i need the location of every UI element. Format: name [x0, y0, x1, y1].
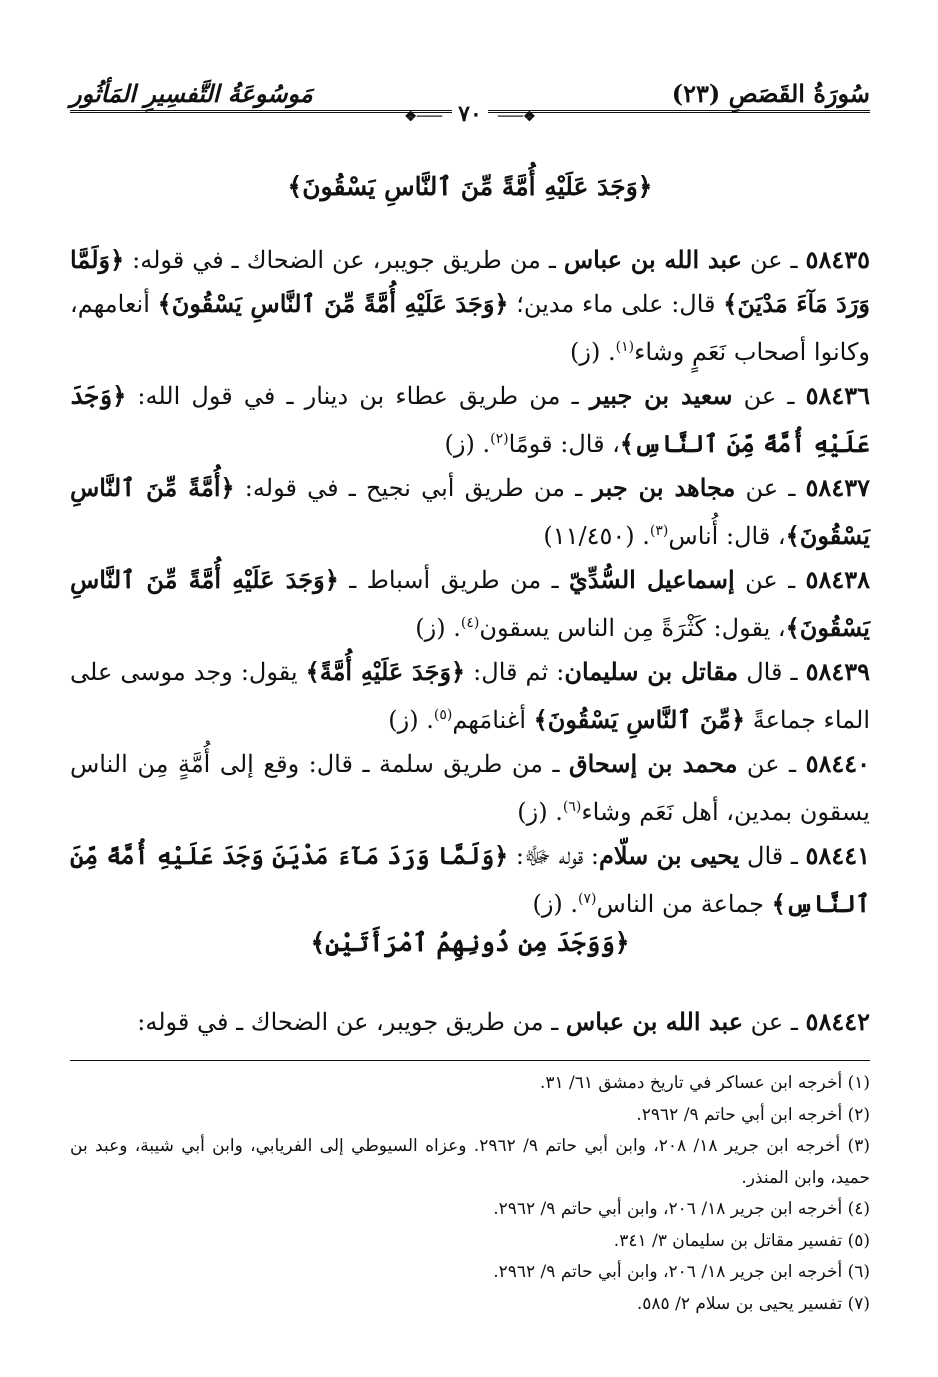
entry-authority: إسماعيل السُّدِّيّ: [569, 565, 735, 594]
surah-title: سُورَةُ القَصَصِ (٢٣): [671, 79, 870, 108]
entry-authority: مقاتل بن سليمان: [564, 657, 739, 686]
entry-text: ـ من طريق جويبر، عن الضحاك ـ في قوله:: [137, 1008, 566, 1036]
entries-list: [70, 238, 870, 926]
entry-text: قال: على ماء مدين؛: [508, 290, 724, 318]
footnote-ref[interactable]: (٦): [562, 799, 582, 815]
entry-prefix: ـ قال: [738, 658, 806, 686]
entry-source-tag: . (ز): [388, 706, 434, 734]
entry-source-tag: . (ز): [570, 338, 616, 366]
quran-quote: ﴿مِّنَ ٱلنَّاسِ يَسْقُونَ﴾: [533, 705, 746, 734]
entry-last: [70, 1000, 870, 1044]
footnote: (٦) أخرجه ابن جرير ١٨/ ٢٠٦، وابن أبي حاتم ٩/ ٢٩٦٢.: [493, 1262, 870, 1282]
footnote: (٧) تفسير يحيى بن سلام ٢/ ٥٨٥.: [636, 1293, 870, 1314]
footnote-rule: [70, 1060, 870, 1061]
quran-quote: ﴿وَلَمَّا وَرَدَ مَآءَ مَدْيَنَ﴾: [70, 245, 871, 318]
entry-text: ، يقول: كَثْرَةً مِن الناس يسقون: [479, 614, 786, 642]
verse-heading-1: ﴿وَجَدَ عَلَيْهِ أُمَّةً مِّنَ ٱلنَّاسِ يَسْقُونَ﴾: [287, 172, 653, 201]
entry-source-tag: . (١١/٤٥٠): [543, 522, 650, 550]
entry: [70, 834, 870, 926]
entry-number: ٥٨٤٣٥: [805, 245, 870, 274]
entry-text: : قوله ﷻ:: [508, 842, 599, 870]
entry-number: ٥٨٤٣٨: [805, 565, 870, 594]
entry-source-tag: . (ز): [532, 890, 579, 918]
entry-authority: يحيى بن سلّام: [598, 841, 740, 870]
quran-quote: ﴿أُمَّةً مِّنَ ٱلنَّاسِ يَسْقُونَ﴾: [70, 473, 870, 550]
quran-quote: ﴿وَلَمَّا وَرَدَ مَآءَ مَدْيَنَ وَجَدَ عَلَيْهِ أُمَّةً مِّنَ ٱلنَّاسِ﴾: [70, 841, 870, 918]
page-number: ٧٠: [452, 101, 488, 127]
quran-quote: ﴿وَجَدَ عَلَيْهِ أُمَّةً مِّنَ ٱلنَّاسِ يَسْقُونَ﴾: [157, 289, 509, 318]
entry: [70, 374, 870, 466]
footnote: (٢) أخرجه ابن أبي حاتم ٩/ ٢٩٦٢.: [636, 1104, 870, 1125]
entry-authority: عبد الله بن عباس: [565, 1007, 744, 1036]
entry-authority: مجاهد بن جبر: [592, 473, 736, 502]
footnote: (٤) أخرجه ابن جرير ١٨/ ٢٠٦، وابن أبي حاتم ٩/ ٢٩٦٢.: [493, 1199, 870, 1219]
entry: [70, 466, 870, 558]
entry-text: جماعة من الناس: [596, 890, 772, 918]
entry-text: يقول: وجد موسى على الماء جماعةً: [70, 658, 870, 734]
entry-text: ـ من طريق أسباط ـ: [338, 566, 570, 594]
ornament-icon: ❖───: [497, 109, 536, 125]
entry-prefix: ـ عن: [732, 382, 806, 410]
footnotes: [70, 1068, 870, 1320]
footnote-ref[interactable]: (٥): [433, 707, 453, 723]
footnote: (٣) أخرجه ابن جرير ١٨/ ٢٠٨، وابن أبي حاتم ٩/ ٢٩٦٢. وعزاه السيوطي إلى الفريابي، وابن أبي شيبة، وعبد بن حميد، وابن المنذر.: [70, 1136, 870, 1188]
entry: [70, 238, 870, 374]
entry: [70, 650, 870, 742]
entry-text: ـ من طريق جويبر، عن الضحاك ـ في قوله:: [124, 246, 564, 274]
ornament-icon: ───❖: [404, 109, 443, 125]
entry-number: ٥٨٤٤١: [805, 841, 870, 870]
quran-quote: ﴿وَجَدَ عَلَيْهِ أُمَّةً مِّنَ ٱلنَّاسِ يَسْقُونَ﴾: [70, 565, 870, 642]
entry-source-tag: . (ز): [415, 614, 461, 642]
entry-number: ٥٨٤٤٠: [805, 749, 871, 778]
quran-quote: ﴿وَجَدَ عَلَيْهِ أُمَّةً﴾: [305, 657, 466, 686]
entry-number: ٥٨٤٤٢: [805, 1007, 870, 1036]
entry-text: ، قال: قومًا: [508, 430, 620, 458]
entry-prefix: ـ قال: [739, 842, 806, 870]
footnote: (٥) تفسير مقاتل بن سليمان ٣/ ٣٤١.: [613, 1230, 870, 1251]
footnote-ref[interactable]: (٣): [649, 523, 669, 539]
entry-prefix: ـ عن: [742, 246, 806, 274]
book-title: مَوسُوعَةُ التَّفسِيرِ المَأثُور: [70, 79, 313, 108]
entry-authority: عبد الله بن عباس: [563, 245, 742, 274]
entry-prefix: ـ عن: [743, 1008, 806, 1036]
page-number-row: [70, 102, 870, 129]
footnote-ref[interactable]: (٧): [578, 891, 597, 907]
footnote-ref[interactable]: (٤): [460, 615, 480, 631]
entry: [70, 558, 870, 650]
entry-number: ٥٨٤٣٩: [805, 657, 871, 686]
quran-quote: ﴿وَجَدَ عَلَيْهِ أُمَّةً مِّنَ ٱلنَّاسِ﴾: [70, 381, 870, 458]
entry-text: أغنامَهم: [452, 706, 534, 734]
entry-number: ٥٨٤٣٦: [805, 381, 871, 410]
entry-prefix: ـ عن: [735, 474, 806, 502]
entry-authority: سعيد بن جبير: [589, 381, 733, 410]
entry: [70, 742, 870, 834]
entry-text: : ثم قال:: [465, 658, 565, 686]
footnote-ref[interactable]: (١): [615, 339, 635, 355]
entry-source-tag: . (ز): [444, 430, 491, 458]
entry-source-tag: . (ز): [517, 798, 563, 826]
page: [70, 0, 870, 1377]
entry-number: ٥٨٤٣٧: [805, 473, 870, 502]
entry-text: ـ من طريق أبي نجيح ـ في قوله:: [234, 474, 593, 502]
footnote-ref[interactable]: (٢): [490, 431, 509, 447]
entry-text: ـ من طريق سلمة ـ قال: وقع إلى أُمَّةٍ مِن الناس يسقون بمدين، أهل نَعَم وشاء: [70, 750, 870, 826]
entry-text: ـ من طريق عطاء بن دينار ـ في قول الله:: [126, 382, 590, 410]
footnote: (١) أخرجه ابن عساكر في تاريخ دمشق ٦١/ ٣١.: [539, 1073, 870, 1093]
entry-text: ، قال: أُناس: [668, 522, 786, 550]
entry-prefix: ـ عن: [737, 750, 806, 778]
entry-text: أنعامهم، وكانوا أصحاب نَعَمٍ وشاء: [70, 290, 870, 366]
entry-authority: محمد بن إسحاق: [569, 749, 738, 778]
verse-heading-2: ﴿وَوَجَدَ مِن دُونِهِمُ ٱمْرَأَتَيْنِ﴾: [310, 928, 630, 957]
entry-prefix: ـ عن: [734, 566, 806, 594]
